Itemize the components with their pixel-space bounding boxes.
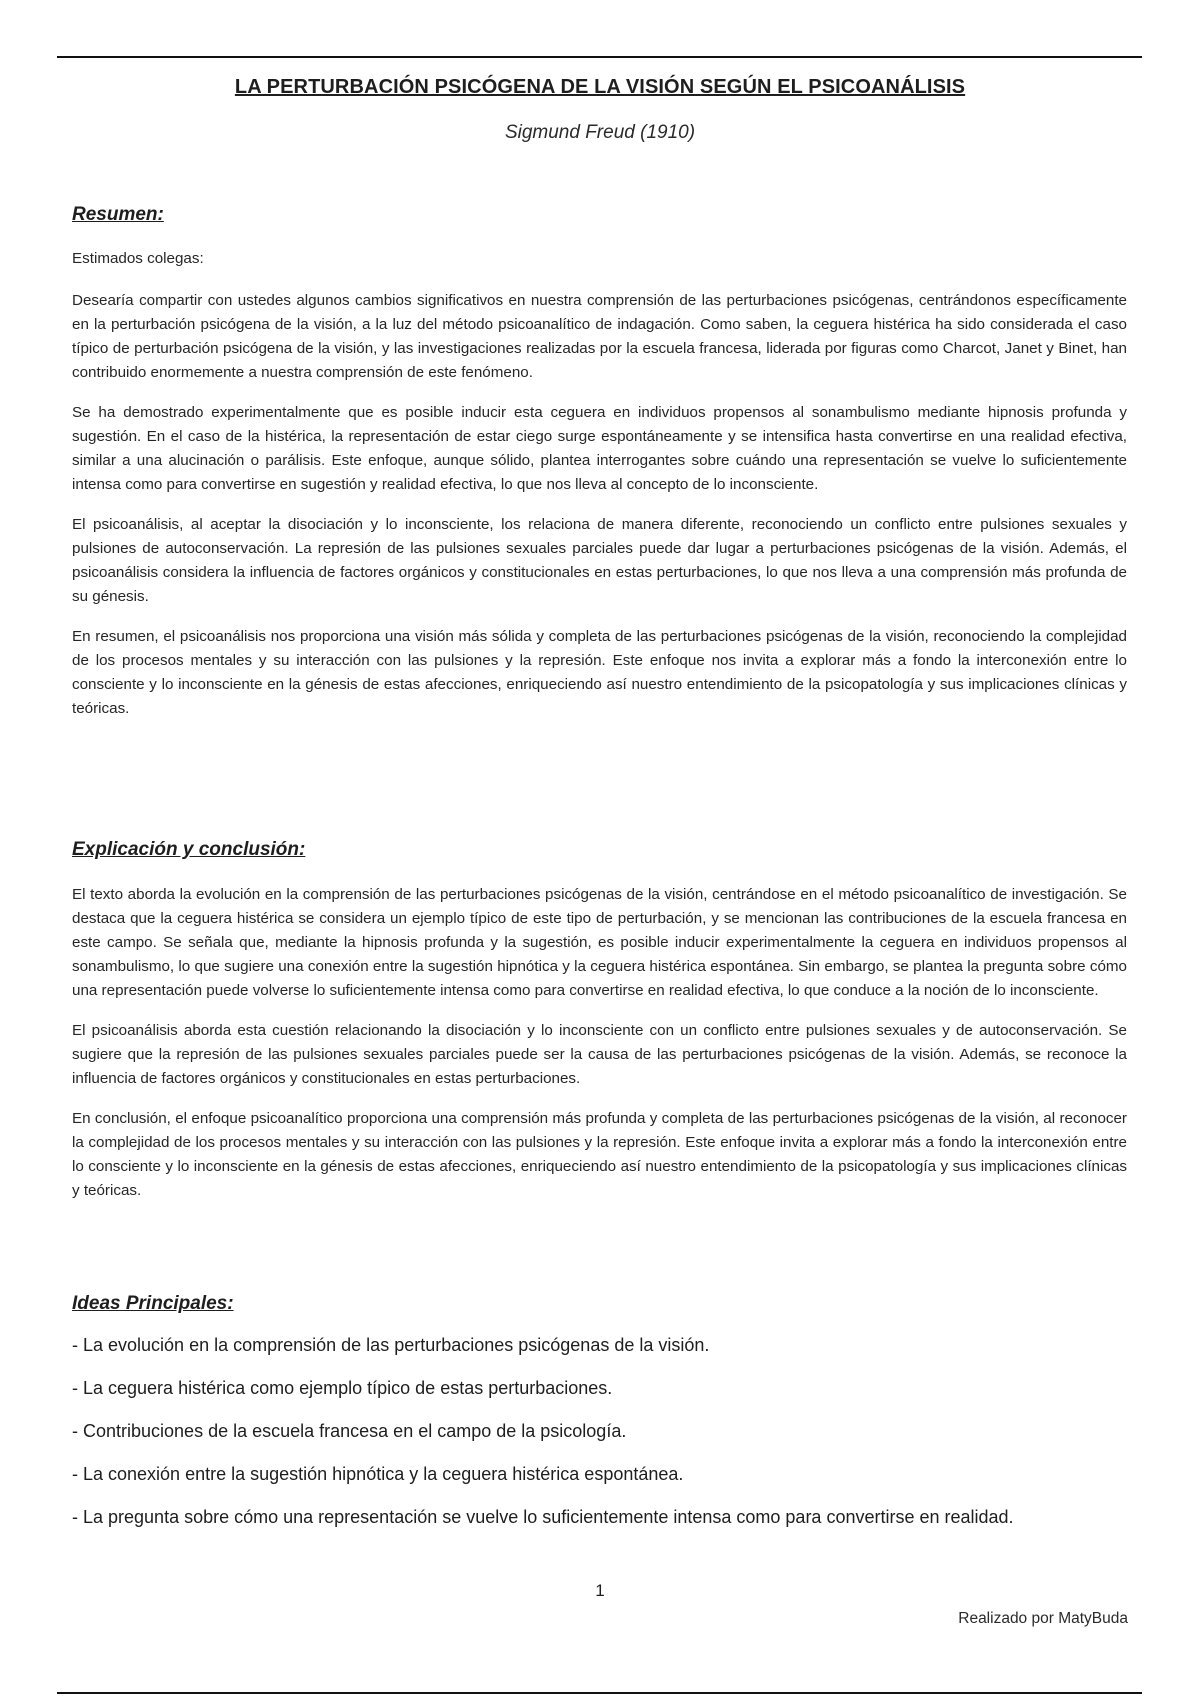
idea-item: - La conexión entre la sugestión hipnótica y la ceguera histérica espontánea. bbox=[72, 1464, 684, 1484]
resumen-paragraph: En resumen, el psicoanálisis nos proporciona una visión más sólida y completa de las perturbaciones psicógenas de la visión, reconociendo la complejidad de los procesos mentales y su interacción con las pulsiones y la represión. Este enfoque nos invita a explorar más a fondo la interconexión entre lo consciente y lo inconsciente en la génesis de estas afecciones, enriqueciendo así nuestro entendimiento de la psicopatología y sus implicaciones clínicas y teóricas. bbox=[72, 628, 1127, 717]
explicacion-paragraph: El psicoanálisis aborda esta cuestión relacionando la disociación y lo inconsciente con un conflicto entre pulsiones sexuales y de autoconservación. Se sugiere que la represión de las pulsiones sexuales parciales puede ser la causa de las perturbaciones psicógenas de la visión. Además, se reconoce la influencia de factores orgánicos y constitucionales en estas perturbaciones. bbox=[72, 1022, 1127, 1087]
resumen-body bbox=[72, 289, 1127, 737]
resumen-paragraph: El psicoanálisis, al aceptar la disociación y lo inconsciente, los relaciona de manera diferente, reconociendo un conflicto entre pulsiones sexuales y pulsiones de autoconservación. La represión de las pulsiones sexuales parciales puede dar lugar a perturbaciones psicógenas de la visión. Además, el psicoanálisis considera la influencia de factores orgánicos y constitucionales en estas perturbaciones, lo que nos lleva a una comprensión más profunda de su génesis. bbox=[72, 516, 1127, 605]
section-heading-explicacion: Explicación y conclusión: bbox=[72, 839, 306, 860]
resumen-paragraph: Se ha demostrado experimentalmente que es posible inducir esta ceguera en individuos propensos al sonambulismo mediante hipnosis profunda y sugestión. En el caso de la histérica, la representación de estar ciego surge espontáneamente y se intensifica hasta convertirse en una realidad efectiva, similar a una alucinación o parálisis. Este enfoque, aunque sólido, plantea interrogantes sobre cuándo una representación se vuelve lo suficientemente intensa como para convertirse en sugestión y realidad efectiva, lo que nos lleva al concepto de lo inconsciente. bbox=[72, 404, 1127, 493]
section-heading-ideas: Ideas Principales: bbox=[72, 1293, 234, 1314]
explicacion-paragraph: El texto aborda la evolución en la comprensión de las perturbaciones psicógenas de la visión, centrándose en el método psicoanalítico de investigación. Se destaca que la ceguera histérica se considera un ejemplo típico de este tipo de perturbación, y se mencionan las contribuciones de la escuela francesa en este campo. Se señala que, mediante la hipnosis profunda y la sugestión, es posible inducir experimentalmente la ceguera en individuos propensos al sonambulismo, lo que sugiere una conexión entre la sugestión hipnótica y la ceguera histérica espontánea. Sin embargo, se plantea la pregunta sobre cómo una representación puede volverse lo suficientemente intensa como para convertirse en realidad efectiva, lo que conduce a la noción de lo inconsciente. bbox=[72, 886, 1127, 999]
idea-item: - La evolución en la comprensión de las perturbaciones psicógenas de la visión. bbox=[72, 1335, 710, 1355]
idea-item: - La ceguera histérica como ejemplo típico de estas perturbaciones. bbox=[72, 1378, 613, 1398]
explicacion-body bbox=[72, 883, 1127, 1219]
author-credit: Realizado por MatyBuda bbox=[958, 1610, 1128, 1627]
resumen-paragraph: Desearía compartir con ustedes algunos cambios significativos en nuestra comprensión de las perturbaciones psicógenas, centrándonos específicamente en la perturbación psicógena de la visión, a la luz del método psicoanalítico de indagación. Como saben, la ceguera histérica ha sido considerada el caso típico de perturbación psicógena de la visión, y las investigaciones realizadas por la escuela francesa, liderada por figuras como Charcot, Janet y Binet, han contribuido enormemente a nuestra comprensión de este fenómeno. bbox=[72, 292, 1127, 381]
ideas-list bbox=[72, 1334, 1152, 1549]
idea-item: - La pregunta sobre cómo una representación se vuelve lo suficientemente intensa como para convertirse en realidad. bbox=[72, 1507, 1014, 1527]
greeting: Estimados colegas: bbox=[72, 250, 204, 267]
explicacion-paragraph: En conclusión, el enfoque psicoanalítico proporciona una comprensión más profunda y completa de las perturbaciones psicógenas de la visión, al reconocer la complejidad de los procesos mentales y su interacción con las pulsiones y la represión. Este enfoque invita a explorar más a fondo la interconexión entre lo consciente y lo inconsciente en la génesis de estas afecciones, enriqueciendo así nuestro entendimiento de la psicopatología y sus implicaciones clínicas y teóricas. bbox=[72, 1110, 1127, 1199]
page-number: 1 bbox=[595, 1581, 605, 1600]
top-rule bbox=[57, 56, 1142, 58]
bottom-rule bbox=[57, 1692, 1142, 1694]
document-title: LA PERTURBACIÓN PSICÓGENA DE LA VISIÓN SEGÚN EL PSICOANÁLISIS bbox=[234, 76, 966, 98]
document-author: Sigmund Freud (1910) bbox=[504, 122, 696, 143]
section-heading-resumen: Resumen: bbox=[72, 204, 164, 225]
idea-item: - Contribuciones de la escuela francesa en el campo de la psicología. bbox=[72, 1421, 627, 1441]
